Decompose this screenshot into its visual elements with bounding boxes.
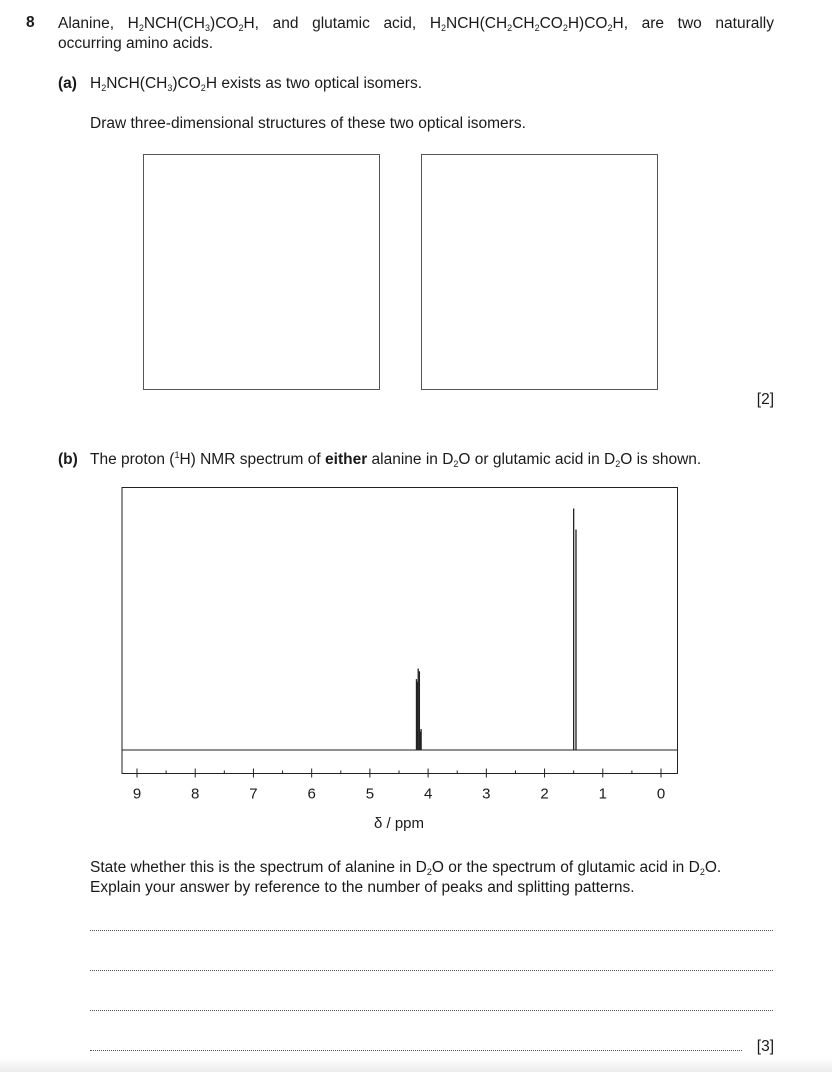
part-a-formula: $H_2NCH(CH_3)CO_2H$: [90, 75, 218, 93]
answer-line[interactable]: [90, 1050, 742, 1051]
page-bottom-edge: [0, 1058, 832, 1072]
x-axis-label: δ / ppm: [373, 815, 425, 832]
x-tick-label: 7: [249, 785, 258, 803]
explain-line: Explain your answer by reference to the number of peaks and splitting patterns.: [90, 879, 635, 896]
question-number: 8: [26, 14, 35, 31]
part-a-statement: $H_2NCH(CH_3)CO_2H$ exists as two optical isomers.: [90, 75, 423, 93]
alanine-formula: $H_2NCH(CH_3)CO_2H$: [127, 15, 255, 33]
x-tick-label: 4: [423, 785, 433, 803]
x-tick-label: 6: [307, 785, 316, 803]
glutamic-formula: $H_2NCH(CH_2CH_2CO_2H)CO_2H$: [429, 15, 624, 33]
intro-line-1: Alanine, $H_2NCH(CH_3)CO_2H$, and glutamic acid, $H_2NCH(CH_2CH_2CO_2H)CO_2H$, are two naturally: [58, 15, 774, 33]
x-tick-label: 0: [656, 785, 666, 803]
x-tick-label: 9: [132, 785, 142, 803]
part-a-instruction: Draw three-dimensional structures of these two optical isomers.: [90, 115, 526, 132]
part-b-statement: The proton ($^1$H) NMR spectrum of either alanine in $D_2O$ or glutamic acid in $D_2O$ is shown.: [90, 450, 702, 469]
part-a-marks: [2]: [756, 391, 774, 408]
answer-line[interactable]: [90, 1010, 773, 1011]
x-tick-label: 3: [482, 785, 491, 803]
part-a-label: (a): [58, 75, 77, 92]
state-line: State whether this is the spectrum of alanine in $D_2O$ or the spectrum of glutamic acid in $D_2O$.: [90, 859, 722, 877]
part-b-marks: [3]: [756, 1038, 774, 1055]
x-tick-label: 5: [365, 785, 375, 803]
x-tick-label: 8: [191, 785, 200, 803]
x-tick-label: 1: [598, 785, 607, 803]
part-b-label: (b): [58, 451, 78, 468]
part-b-question: [90, 858, 780, 898]
answer-line[interactable]: [90, 930, 773, 931]
x-tick-label: 2: [540, 785, 549, 803]
plot-frame: [122, 488, 678, 774]
intro-line-2: occurring amino acids.: [58, 35, 214, 52]
answer-line[interactable]: [90, 970, 773, 971]
